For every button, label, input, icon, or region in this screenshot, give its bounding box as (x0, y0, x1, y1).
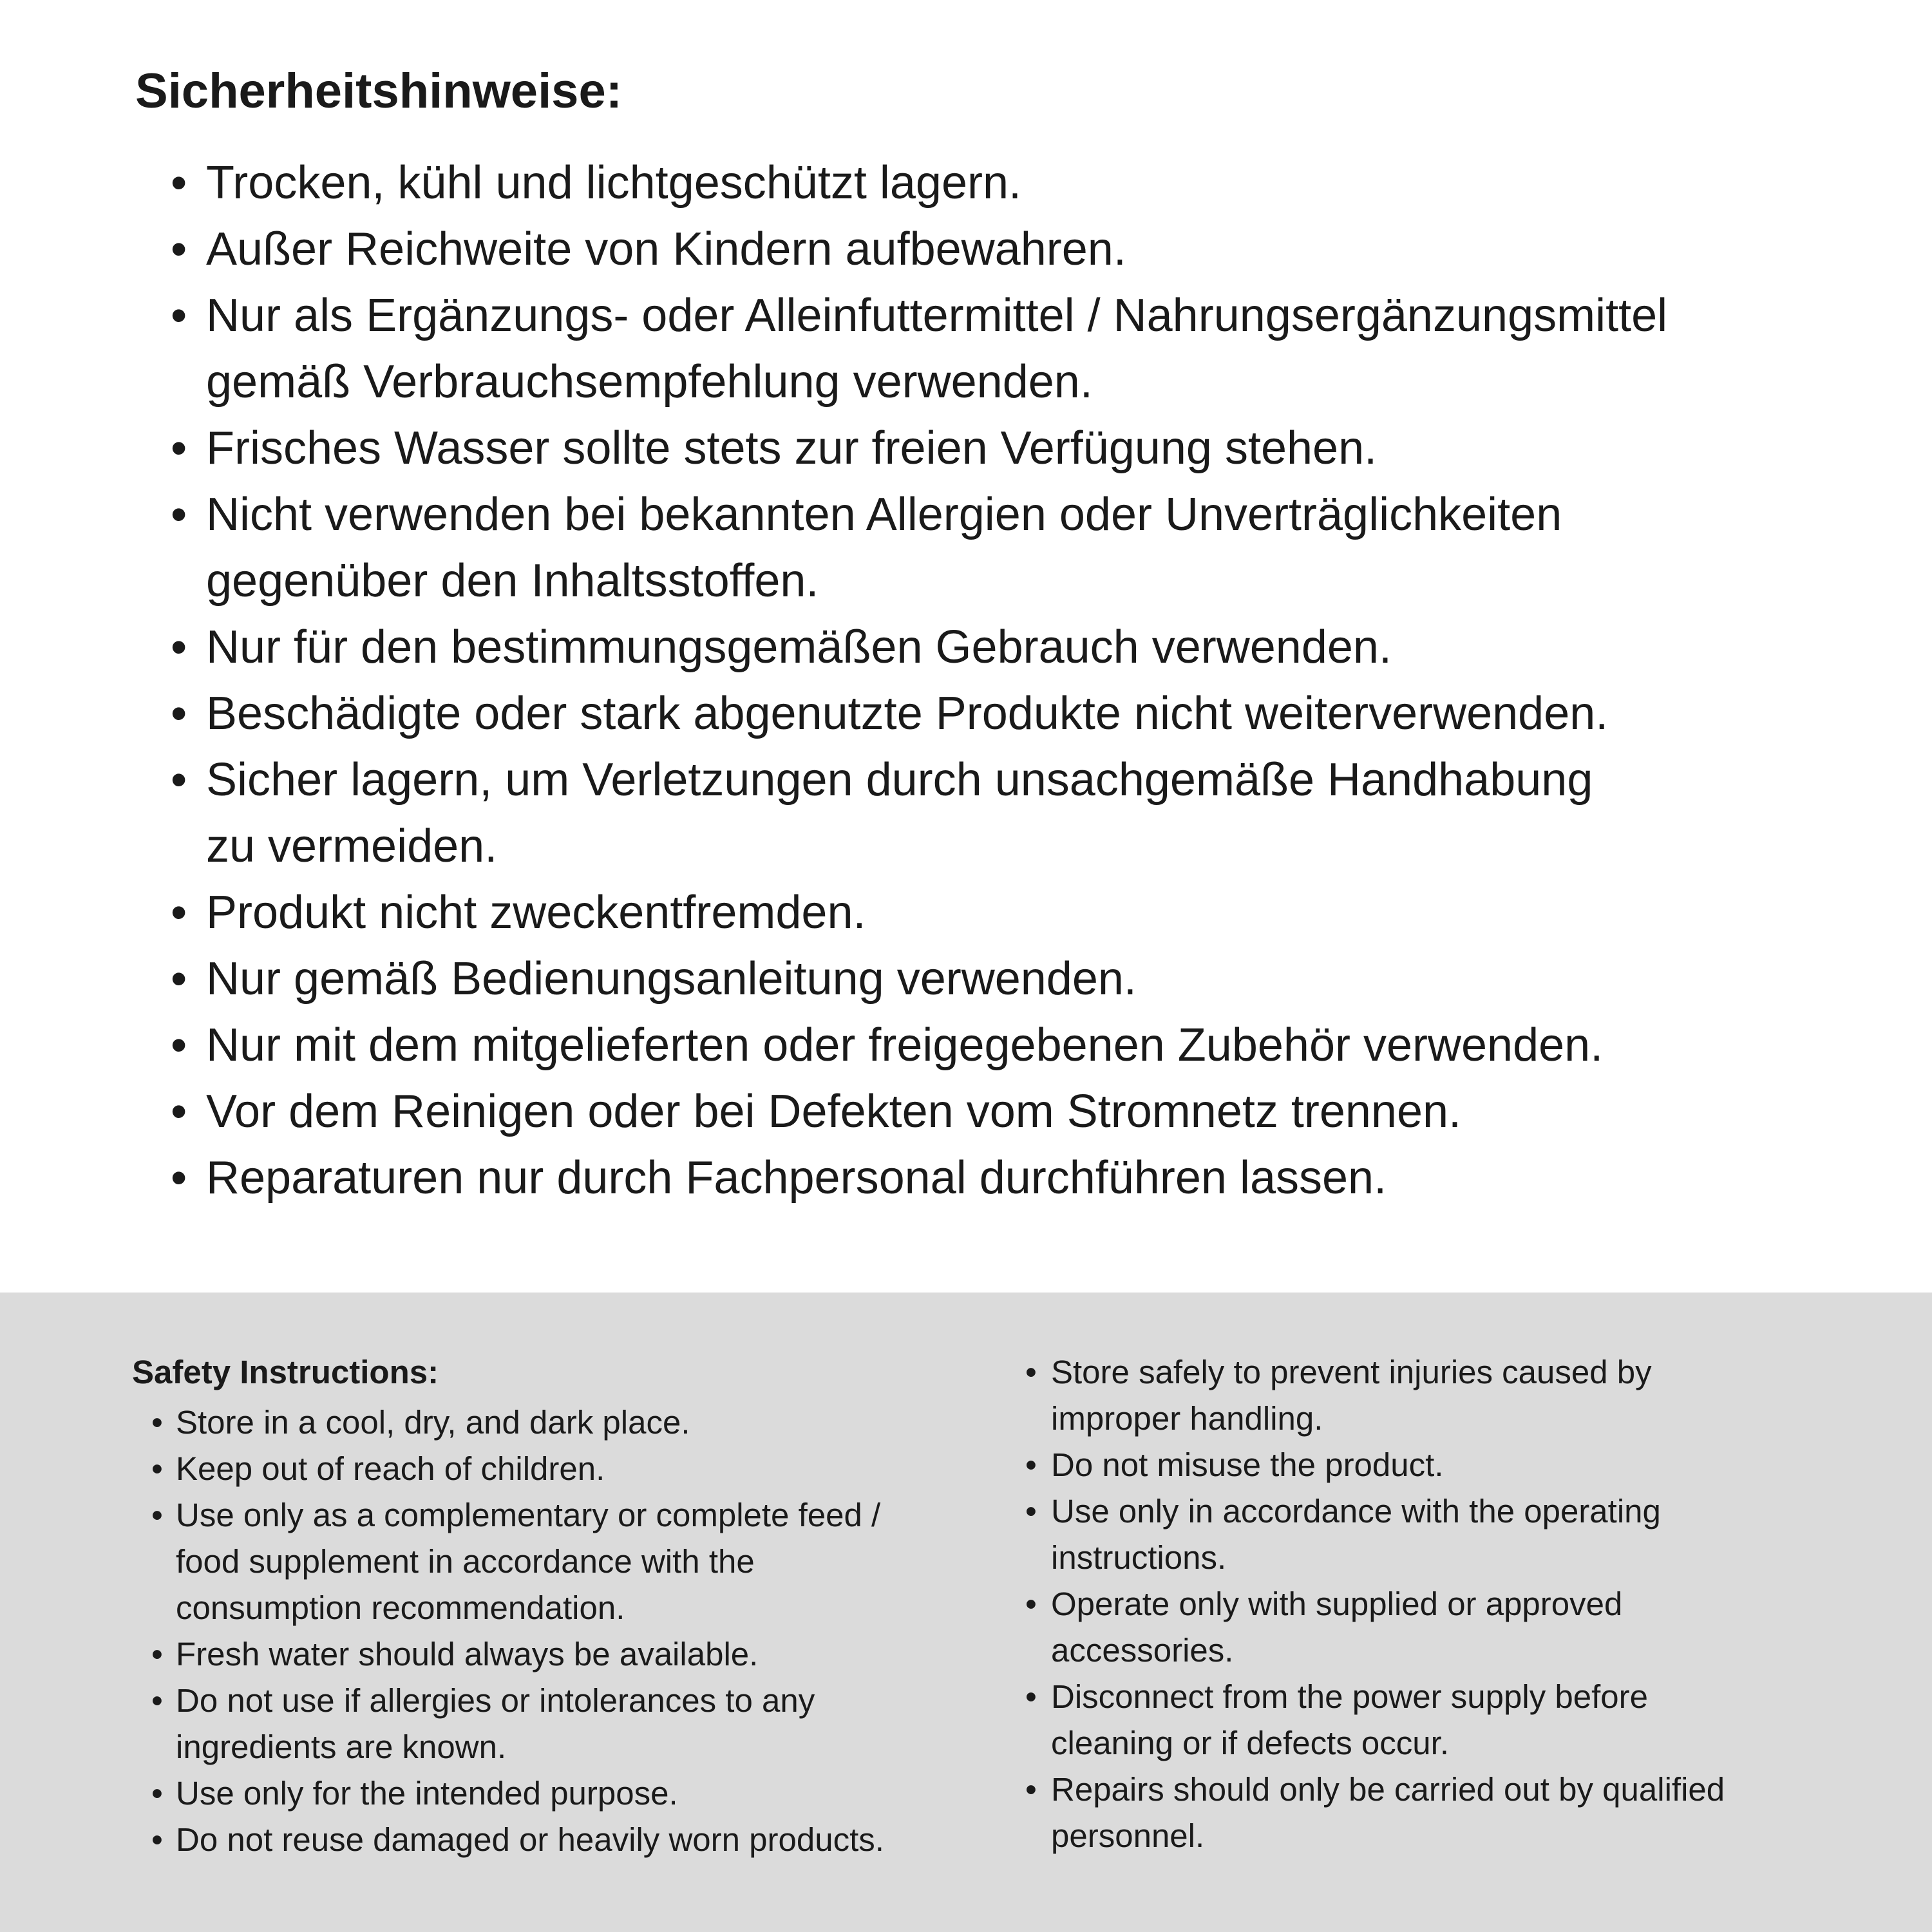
list-item (1025, 1396, 1869, 1442)
list-item-text: Nur für den bestimmungsgemäßen Gebrauch verwenden. (206, 621, 1392, 673)
list-item (151, 1399, 1001, 1446)
list-item-text: Außer Reichweite von Kindern aufbewahren. (206, 223, 1126, 275)
list-item (151, 1724, 1001, 1770)
list-item-text: Use only in accordance with the operating (1051, 1493, 1661, 1530)
list-item (1025, 1442, 1869, 1488)
list-item (171, 150, 1874, 216)
german-bullet-list (171, 150, 1874, 1211)
list-item (1025, 1813, 1869, 1859)
list-item-text: Nur mit dem mitgelieferten oder freigegebenen Zubehör verwenden. (206, 1019, 1604, 1071)
list-item (1025, 1349, 1869, 1396)
list-item-text: Disconnect from the power supply before (1051, 1678, 1648, 1715)
list-item (151, 1446, 1001, 1492)
list-item-text: Produkt nicht zweckentfremden. (206, 887, 866, 938)
list-item (151, 1817, 1001, 1863)
bullet-icon: • (171, 1019, 187, 1071)
list-item (1025, 1766, 1869, 1813)
bullet-icon: • (151, 1497, 163, 1533)
list-item-text: Repairs should only be carried out by qualified (1051, 1771, 1725, 1808)
list-item (171, 349, 1874, 415)
bullet-icon: • (1025, 1354, 1037, 1390)
list-item-text: Do not reuse damaged or heavily worn products. (176, 1821, 884, 1858)
list-item (1025, 1720, 1869, 1766)
list-item (151, 1631, 1001, 1678)
list-item-text: gemäß Verbrauchsempfehlung verwenden. (206, 356, 1093, 408)
list-item-text: Do not use if allergies or intolerances to any (176, 1682, 815, 1719)
list-item-text: Operate only with supplied or approved (1051, 1586, 1623, 1622)
list-item-text: improper handling. (1051, 1400, 1323, 1437)
list-item (1025, 1627, 1869, 1674)
bullet-icon: • (171, 489, 187, 540)
bullet-icon: • (171, 887, 187, 938)
list-item-text: food supplement in accordance with the (176, 1543, 755, 1580)
english-left-list (151, 1399, 1001, 1863)
list-item-text: Nicht verwenden bei bekannten Allergien oder Unverträglichkeiten (206, 489, 1562, 540)
bullet-icon: • (151, 1450, 163, 1487)
english-section (0, 1293, 1932, 1932)
bullet-icon: • (151, 1636, 163, 1672)
list-item-text: personnel. (1051, 1817, 1205, 1854)
list-item-text: Vor dem Reinigen oder bei Defekten vom Stromnetz trennen. (206, 1086, 1462, 1137)
list-item (151, 1678, 1001, 1724)
list-item-text: Reparaturen nur durch Fachpersonal durchführen lassen. (206, 1152, 1387, 1204)
list-item-text: zu vermeiden. (206, 820, 498, 872)
list-item (151, 1770, 1001, 1817)
list-item (171, 614, 1874, 681)
list-item-text: Frisches Wasser sollte stets zur freien Verfügung stehen. (206, 422, 1378, 474)
list-item-text: Do not misuse the product. (1051, 1446, 1444, 1483)
english-right-list (1025, 1349, 1869, 1859)
bullet-icon: • (171, 688, 187, 739)
list-item (1025, 1674, 1869, 1720)
bullet-icon: • (171, 754, 187, 806)
english-heading: Safety Instructions: (132, 1354, 439, 1390)
bullet-icon: • (171, 953, 187, 1005)
list-item-text: gegenüber den Inhaltsstoffen. (206, 555, 819, 607)
list-item-text: Keep out of reach of children. (176, 1450, 605, 1487)
bullet-icon: • (171, 1086, 187, 1137)
list-item (151, 1539, 1001, 1585)
list-item (171, 216, 1874, 283)
list-item (171, 1145, 1874, 1211)
list-item-text: Store in a cool, dry, and dark place. (176, 1404, 690, 1441)
bullet-icon: • (1025, 1446, 1037, 1483)
bullet-icon: • (1025, 1678, 1037, 1715)
list-item (171, 283, 1874, 349)
bullet-icon: • (171, 621, 187, 673)
list-item (171, 747, 1874, 813)
bullet-icon: • (1025, 1493, 1037, 1530)
list-item (171, 1079, 1874, 1145)
bullet-icon: • (171, 223, 187, 275)
list-item-text: Beschädigte oder stark abgenutzte Produkte nicht weiterverwenden. (206, 688, 1609, 739)
list-item-text: ingredients are known. (176, 1728, 507, 1765)
bullet-icon: • (1025, 1771, 1037, 1808)
bullet-icon: • (171, 1152, 187, 1204)
bullet-icon: • (171, 157, 187, 209)
list-item (171, 548, 1874, 614)
list-item-text: Use only as a complementary or complete feed / (176, 1497, 881, 1533)
bullet-icon: • (151, 1821, 163, 1858)
list-item-text: cleaning or if defects occur. (1051, 1725, 1450, 1761)
bullet-icon: • (171, 290, 187, 341)
list-item (171, 880, 1874, 946)
list-item (171, 482, 1874, 548)
bullet-icon: • (151, 1682, 163, 1719)
list-item-text: Fresh water should always be available. (176, 1636, 759, 1672)
list-item-text: Use only for the intended purpose. (176, 1775, 678, 1812)
bullet-icon: • (1025, 1586, 1037, 1622)
german-heading: Sicherheitshinweise: (135, 64, 623, 118)
list-item (171, 813, 1874, 880)
list-item (171, 946, 1874, 1012)
list-item-text: consumption recommendation. (176, 1589, 625, 1626)
list-item (171, 415, 1874, 482)
bullet-icon: • (171, 422, 187, 474)
list-item (171, 1012, 1874, 1079)
list-item (1025, 1535, 1869, 1581)
bullet-icon: • (151, 1775, 163, 1812)
bullet-icon: • (151, 1404, 163, 1441)
list-item-text: instructions. (1051, 1539, 1227, 1576)
english-right-column (1025, 1349, 1869, 1932)
list-item-text: Store safely to prevent injuries caused by (1051, 1354, 1652, 1390)
list-item-text: Trocken, kühl und lichtgeschützt lagern. (206, 157, 1022, 209)
list-item-text: Sicher lagern, um Verletzungen durch unsachgemäße Handhabung (206, 754, 1593, 806)
list-item-text: Nur gemäß Bedienungsanleitung verwenden. (206, 953, 1137, 1005)
english-left-column (132, 1349, 1001, 1932)
list-item (151, 1585, 1001, 1631)
list-item (1025, 1581, 1869, 1627)
list-item (171, 681, 1874, 747)
list-item-text: accessories. (1051, 1632, 1234, 1669)
list-item-text: Nur als Ergänzungs- oder Alleinfuttermittel / Nahrungsergänzungsmittel (206, 290, 1668, 341)
list-item (151, 1492, 1001, 1539)
list-item (1025, 1488, 1869, 1535)
